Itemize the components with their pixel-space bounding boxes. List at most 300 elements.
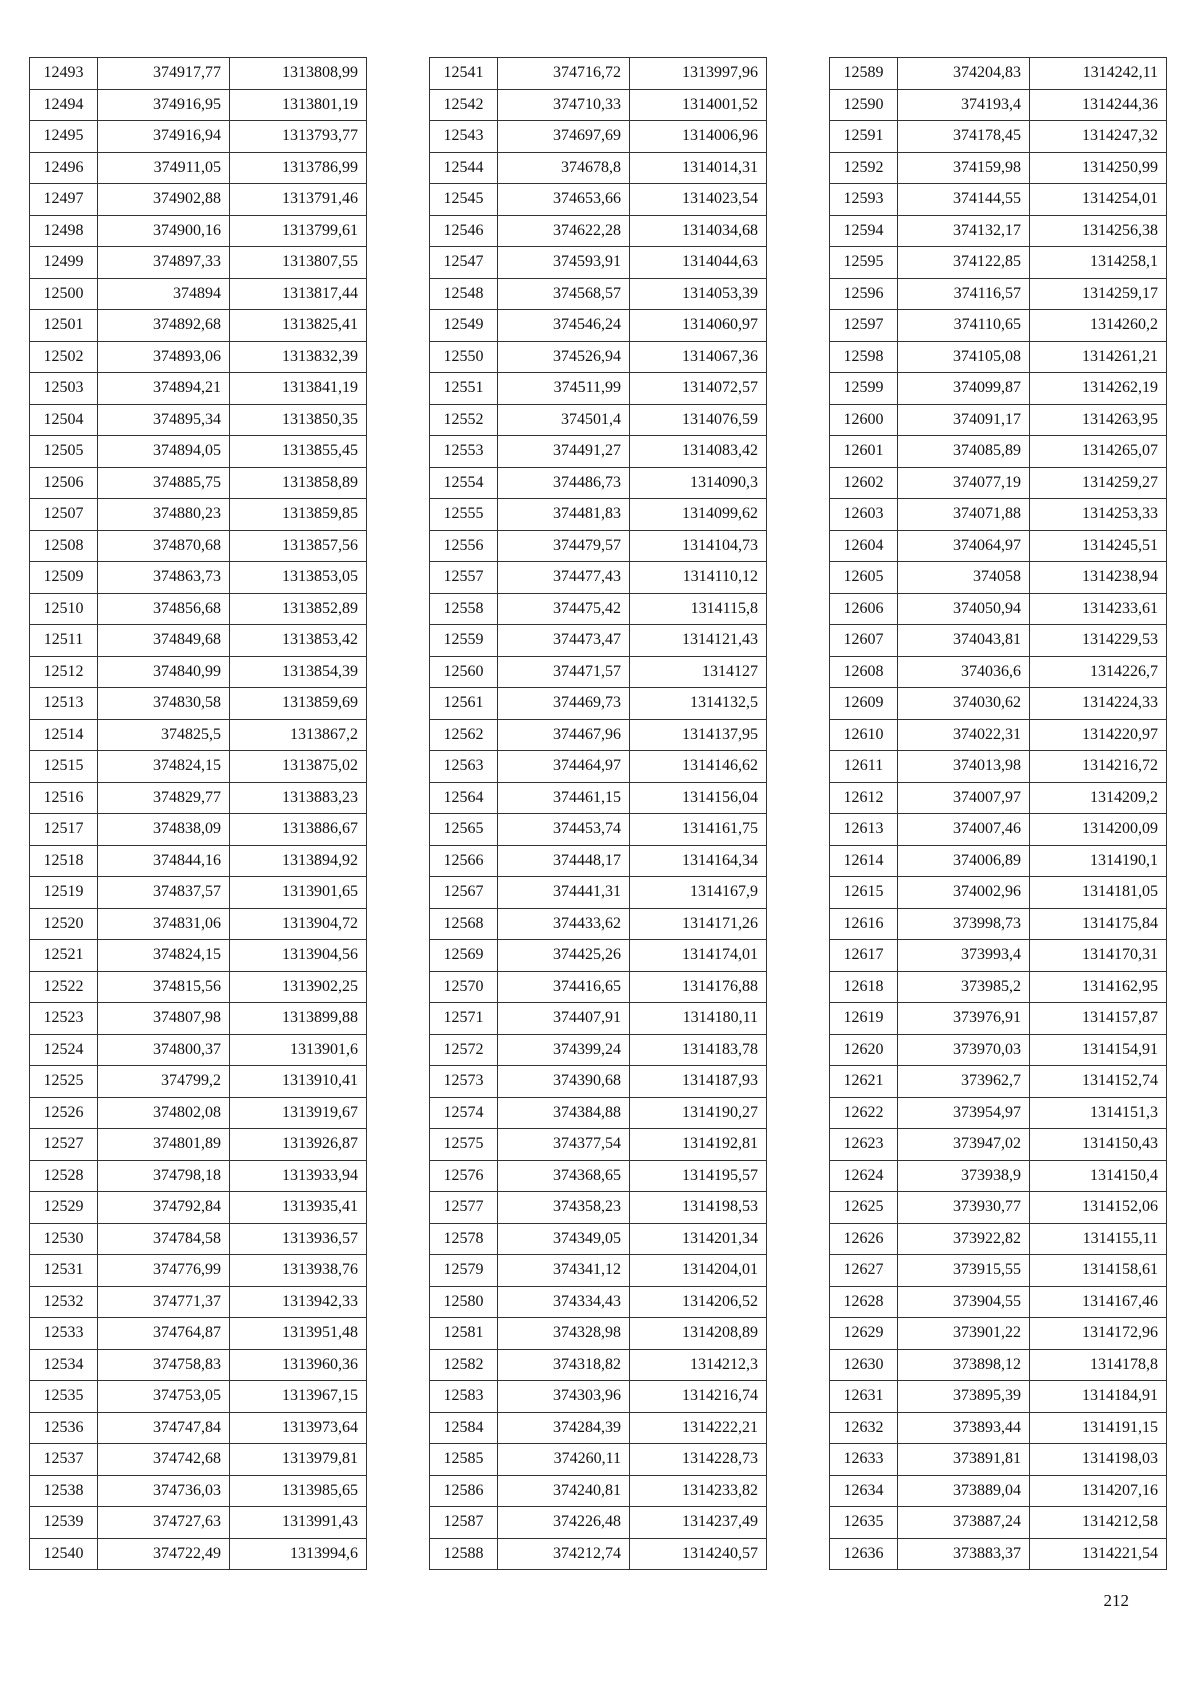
point-number-cell: 12558 bbox=[430, 593, 498, 625]
point-number-cell: 12495 bbox=[30, 121, 98, 153]
point-number-cell: 12537 bbox=[30, 1444, 98, 1476]
x-coordinate-cell: 373947,02 bbox=[898, 1129, 1030, 1161]
table-row bbox=[30, 562, 367, 594]
table-row bbox=[430, 1034, 767, 1066]
point-number-cell: 12533 bbox=[30, 1318, 98, 1350]
y-coordinate-cell: 1314132,5 bbox=[630, 688, 767, 720]
x-coordinate-cell: 374467,96 bbox=[498, 719, 630, 751]
x-coordinate-cell: 374894,05 bbox=[98, 436, 230, 468]
table-row bbox=[30, 1223, 367, 1255]
table-row bbox=[30, 215, 367, 247]
table-row bbox=[30, 814, 367, 846]
y-coordinate-cell: 1314172,96 bbox=[1030, 1318, 1167, 1350]
x-coordinate-cell: 374622,28 bbox=[498, 215, 630, 247]
x-coordinate-cell: 373887,24 bbox=[898, 1507, 1030, 1539]
point-number-cell: 12494 bbox=[30, 89, 98, 121]
table-row bbox=[30, 499, 367, 531]
table-row bbox=[30, 1286, 367, 1318]
y-coordinate-cell: 1314115,8 bbox=[630, 593, 767, 625]
x-coordinate-cell: 374911,05 bbox=[98, 152, 230, 184]
y-coordinate-cell: 1313799,61 bbox=[230, 215, 367, 247]
point-number-cell: 12512 bbox=[30, 656, 98, 688]
point-number-cell: 12513 bbox=[30, 688, 98, 720]
point-number-cell: 12571 bbox=[430, 1003, 498, 1035]
x-coordinate-cell: 374469,73 bbox=[498, 688, 630, 720]
table-row bbox=[30, 1507, 367, 1539]
x-coordinate-cell: 373915,55 bbox=[898, 1255, 1030, 1287]
point-number-cell: 12617 bbox=[830, 940, 898, 972]
point-number-cell: 12528 bbox=[30, 1160, 98, 1192]
table-row bbox=[830, 562, 1167, 594]
x-coordinate-cell: 374318,82 bbox=[498, 1349, 630, 1381]
y-coordinate-cell: 1314224,33 bbox=[1030, 688, 1167, 720]
y-coordinate-cell: 1314250,99 bbox=[1030, 152, 1167, 184]
y-coordinate-cell: 1313807,55 bbox=[230, 247, 367, 279]
point-number-cell: 12509 bbox=[30, 562, 98, 594]
table-row bbox=[830, 310, 1167, 342]
y-coordinate-cell: 1314209,2 bbox=[1030, 782, 1167, 814]
point-number-cell: 12544 bbox=[430, 152, 498, 184]
y-coordinate-cell: 1313901,6 bbox=[230, 1034, 367, 1066]
table-row bbox=[30, 184, 367, 216]
table-row bbox=[30, 1129, 367, 1161]
table-row bbox=[830, 656, 1167, 688]
x-coordinate-cell: 374710,33 bbox=[498, 89, 630, 121]
y-coordinate-cell: 1314178,8 bbox=[1030, 1349, 1167, 1381]
y-coordinate-cell: 1313894,92 bbox=[230, 845, 367, 877]
table-row bbox=[30, 341, 367, 373]
y-coordinate-cell: 1313808,99 bbox=[230, 58, 367, 90]
page-number: 212 bbox=[1103, 1591, 1129, 1610]
table-row bbox=[30, 688, 367, 720]
x-coordinate-cell: 374077,19 bbox=[898, 467, 1030, 499]
point-number-cell: 12622 bbox=[830, 1097, 898, 1129]
y-coordinate-cell: 1314212,58 bbox=[1030, 1507, 1167, 1539]
table-row bbox=[830, 1129, 1167, 1161]
point-number-cell: 12605 bbox=[830, 562, 898, 594]
table-row bbox=[830, 1507, 1167, 1539]
y-coordinate-cell: 1313904,72 bbox=[230, 908, 367, 940]
table-row bbox=[430, 1192, 767, 1224]
point-number-cell: 12497 bbox=[30, 184, 98, 216]
x-coordinate-cell: 374837,57 bbox=[98, 877, 230, 909]
point-number-cell: 12543 bbox=[430, 121, 498, 153]
x-coordinate-cell: 374022,31 bbox=[898, 719, 1030, 751]
table-row bbox=[830, 1160, 1167, 1192]
x-coordinate-cell: 373993,4 bbox=[898, 940, 1030, 972]
point-number-cell: 12585 bbox=[430, 1444, 498, 1476]
x-coordinate-cell: 374226,48 bbox=[498, 1507, 630, 1539]
x-coordinate-cell: 374742,68 bbox=[98, 1444, 230, 1476]
x-coordinate-cell: 374722,49 bbox=[98, 1538, 230, 1570]
x-coordinate-cell: 373883,37 bbox=[898, 1538, 1030, 1570]
point-number-cell: 12506 bbox=[30, 467, 98, 499]
table-row bbox=[30, 278, 367, 310]
table-row bbox=[30, 1475, 367, 1507]
y-coordinate-cell: 1314006,96 bbox=[630, 121, 767, 153]
x-coordinate-cell: 374481,83 bbox=[498, 499, 630, 531]
y-coordinate-cell: 1314110,12 bbox=[630, 562, 767, 594]
y-coordinate-cell: 1314190,1 bbox=[1030, 845, 1167, 877]
x-coordinate-cell: 374453,74 bbox=[498, 814, 630, 846]
y-coordinate-cell: 1314067,36 bbox=[630, 341, 767, 373]
point-number-cell: 12545 bbox=[430, 184, 498, 216]
x-coordinate-cell: 374441,31 bbox=[498, 877, 630, 909]
y-coordinate-cell: 1313994,6 bbox=[230, 1538, 367, 1570]
y-coordinate-cell: 1314180,11 bbox=[630, 1003, 767, 1035]
x-coordinate-cell: 374776,99 bbox=[98, 1255, 230, 1287]
y-coordinate-cell: 1314053,39 bbox=[630, 278, 767, 310]
point-number-cell: 12530 bbox=[30, 1223, 98, 1255]
x-coordinate-cell: 373985,2 bbox=[898, 971, 1030, 1003]
x-coordinate-cell: 374799,2 bbox=[98, 1066, 230, 1098]
point-number-cell: 12523 bbox=[30, 1003, 98, 1035]
table-row bbox=[430, 278, 767, 310]
table-row bbox=[830, 1381, 1167, 1413]
table-row bbox=[430, 1223, 767, 1255]
table-row bbox=[30, 1160, 367, 1192]
point-number-cell: 12551 bbox=[430, 373, 498, 405]
table-row bbox=[430, 184, 767, 216]
point-number-cell: 12581 bbox=[430, 1318, 498, 1350]
point-number-cell: 12631 bbox=[830, 1381, 898, 1413]
x-coordinate-cell: 374178,45 bbox=[898, 121, 1030, 153]
table-row bbox=[830, 971, 1167, 1003]
y-coordinate-cell: 1314162,95 bbox=[1030, 971, 1167, 1003]
x-coordinate-cell: 374815,56 bbox=[98, 971, 230, 1003]
point-number-cell: 12505 bbox=[30, 436, 98, 468]
y-coordinate-cell: 1313852,89 bbox=[230, 593, 367, 625]
x-coordinate-cell: 374159,98 bbox=[898, 152, 1030, 184]
y-coordinate-cell: 1314254,01 bbox=[1030, 184, 1167, 216]
table-row bbox=[30, 152, 367, 184]
y-coordinate-cell: 1314198,03 bbox=[1030, 1444, 1167, 1476]
y-coordinate-cell: 1314256,38 bbox=[1030, 215, 1167, 247]
point-number-cell: 12599 bbox=[830, 373, 898, 405]
point-number-cell: 12553 bbox=[430, 436, 498, 468]
point-number-cell: 12614 bbox=[830, 845, 898, 877]
point-number-cell: 12584 bbox=[430, 1412, 498, 1444]
x-coordinate-cell: 374479,57 bbox=[498, 530, 630, 562]
point-number-cell: 12503 bbox=[30, 373, 98, 405]
table-row bbox=[430, 341, 767, 373]
point-number-cell: 12580 bbox=[430, 1286, 498, 1318]
y-coordinate-cell: 1313867,2 bbox=[230, 719, 367, 751]
point-number-cell: 12624 bbox=[830, 1160, 898, 1192]
x-coordinate-cell: 373893,44 bbox=[898, 1412, 1030, 1444]
point-number-cell: 12504 bbox=[30, 404, 98, 436]
table-row bbox=[30, 940, 367, 972]
x-coordinate-cell: 374473,47 bbox=[498, 625, 630, 657]
point-number-cell: 12499 bbox=[30, 247, 98, 279]
point-number-cell: 12519 bbox=[30, 877, 98, 909]
table-row bbox=[30, 1003, 367, 1035]
point-number-cell: 12496 bbox=[30, 152, 98, 184]
y-coordinate-cell: 1314204,01 bbox=[630, 1255, 767, 1287]
y-coordinate-cell: 1313967,15 bbox=[230, 1381, 367, 1413]
table-row bbox=[30, 121, 367, 153]
x-coordinate-cell: 373962,7 bbox=[898, 1066, 1030, 1098]
x-coordinate-cell: 374058 bbox=[898, 562, 1030, 594]
table-row bbox=[430, 1412, 767, 1444]
table-row bbox=[430, 404, 767, 436]
table-row bbox=[430, 562, 767, 594]
y-coordinate-cell: 1314263,95 bbox=[1030, 404, 1167, 436]
table-row bbox=[430, 814, 767, 846]
table-row bbox=[30, 908, 367, 940]
table-row bbox=[830, 719, 1167, 751]
point-number-cell: 12563 bbox=[430, 751, 498, 783]
table-row bbox=[430, 1349, 767, 1381]
point-number-cell: 12570 bbox=[430, 971, 498, 1003]
y-coordinate-cell: 1314261,21 bbox=[1030, 341, 1167, 373]
point-number-cell: 12508 bbox=[30, 530, 98, 562]
point-number-cell: 12590 bbox=[830, 89, 898, 121]
point-number-cell: 12600 bbox=[830, 404, 898, 436]
x-coordinate-cell: 374091,17 bbox=[898, 404, 1030, 436]
table-row bbox=[830, 814, 1167, 846]
table-row bbox=[830, 1444, 1167, 1476]
table-row bbox=[430, 1538, 767, 1570]
table-row bbox=[430, 58, 767, 90]
point-number-cell: 12593 bbox=[830, 184, 898, 216]
point-number-cell: 12560 bbox=[430, 656, 498, 688]
y-coordinate-cell: 1314154,91 bbox=[1030, 1034, 1167, 1066]
point-number-cell: 12529 bbox=[30, 1192, 98, 1224]
table-row bbox=[430, 877, 767, 909]
y-coordinate-cell: 1314184,91 bbox=[1030, 1381, 1167, 1413]
table-row bbox=[30, 1349, 367, 1381]
x-coordinate-cell: 374747,84 bbox=[98, 1412, 230, 1444]
x-coordinate-cell: 374727,63 bbox=[98, 1507, 230, 1539]
table-row bbox=[430, 1507, 767, 1539]
table-row bbox=[830, 1003, 1167, 1035]
table-row bbox=[430, 1444, 767, 1476]
point-number-cell: 12591 bbox=[830, 121, 898, 153]
y-coordinate-cell: 1314171,26 bbox=[630, 908, 767, 940]
point-number-cell: 12566 bbox=[430, 845, 498, 877]
point-number-cell: 12527 bbox=[30, 1129, 98, 1161]
x-coordinate-cell: 374501,4 bbox=[498, 404, 630, 436]
x-coordinate-cell: 374464,97 bbox=[498, 751, 630, 783]
y-coordinate-cell: 1313853,05 bbox=[230, 562, 367, 594]
x-coordinate-cell: 374193,4 bbox=[898, 89, 1030, 121]
point-number-cell: 12546 bbox=[430, 215, 498, 247]
x-coordinate-cell: 374204,83 bbox=[898, 58, 1030, 90]
table-row bbox=[430, 436, 767, 468]
y-coordinate-cell: 1314181,05 bbox=[1030, 877, 1167, 909]
x-coordinate-cell: 373938,9 bbox=[898, 1160, 1030, 1192]
point-number-cell: 12567 bbox=[430, 877, 498, 909]
table-row bbox=[30, 530, 367, 562]
table-row bbox=[30, 593, 367, 625]
x-coordinate-cell: 374050,94 bbox=[898, 593, 1030, 625]
table-row bbox=[430, 1475, 767, 1507]
point-number-cell: 12575 bbox=[430, 1129, 498, 1161]
point-number-cell: 12517 bbox=[30, 814, 98, 846]
table-row bbox=[830, 1349, 1167, 1381]
table-row bbox=[830, 908, 1167, 940]
table-row bbox=[430, 656, 767, 688]
x-coordinate-cell: 374798,18 bbox=[98, 1160, 230, 1192]
x-coordinate-cell: 373895,39 bbox=[898, 1381, 1030, 1413]
table-row bbox=[830, 373, 1167, 405]
point-number-cell: 12582 bbox=[430, 1349, 498, 1381]
table-row bbox=[430, 1160, 767, 1192]
x-coordinate-cell: 374486,73 bbox=[498, 467, 630, 499]
y-coordinate-cell: 1313951,48 bbox=[230, 1318, 367, 1350]
x-coordinate-cell: 374416,65 bbox=[498, 971, 630, 1003]
y-coordinate-cell: 1314167,9 bbox=[630, 877, 767, 909]
y-coordinate-cell: 1313933,94 bbox=[230, 1160, 367, 1192]
y-coordinate-cell: 1313850,35 bbox=[230, 404, 367, 436]
x-coordinate-cell: 374824,15 bbox=[98, 940, 230, 972]
point-number-cell: 12573 bbox=[430, 1066, 498, 1098]
x-coordinate-cell: 374870,68 bbox=[98, 530, 230, 562]
table-row bbox=[830, 1538, 1167, 1570]
table-row bbox=[430, 1318, 767, 1350]
x-coordinate-cell: 374856,68 bbox=[98, 593, 230, 625]
table-row bbox=[830, 782, 1167, 814]
x-coordinate-cell: 374916,94 bbox=[98, 121, 230, 153]
table-row bbox=[830, 1223, 1167, 1255]
table-row bbox=[430, 152, 767, 184]
y-coordinate-cell: 1313855,45 bbox=[230, 436, 367, 468]
y-coordinate-cell: 1314212,3 bbox=[630, 1349, 767, 1381]
x-coordinate-cell: 374825,5 bbox=[98, 719, 230, 751]
table-row bbox=[430, 310, 767, 342]
point-number-cell: 12539 bbox=[30, 1507, 98, 1539]
table-row bbox=[830, 625, 1167, 657]
x-coordinate-cell: 374830,58 bbox=[98, 688, 230, 720]
point-number-cell: 12502 bbox=[30, 341, 98, 373]
table-row bbox=[830, 877, 1167, 909]
point-number-cell: 12592 bbox=[830, 152, 898, 184]
point-number-cell: 12633 bbox=[830, 1444, 898, 1476]
point-number-cell: 12532 bbox=[30, 1286, 98, 1318]
point-number-cell: 12635 bbox=[830, 1507, 898, 1539]
table-row bbox=[830, 89, 1167, 121]
y-coordinate-cell: 1314014,31 bbox=[630, 152, 767, 184]
x-coordinate-cell: 374007,46 bbox=[898, 814, 1030, 846]
x-coordinate-cell: 374358,23 bbox=[498, 1192, 630, 1224]
point-number-cell: 12564 bbox=[430, 782, 498, 814]
table-row bbox=[30, 373, 367, 405]
y-coordinate-cell: 1314090,3 bbox=[630, 467, 767, 499]
x-coordinate-cell: 374844,16 bbox=[98, 845, 230, 877]
point-number-cell: 12634 bbox=[830, 1475, 898, 1507]
y-coordinate-cell: 1314151,3 bbox=[1030, 1097, 1167, 1129]
y-coordinate-cell: 1313910,41 bbox=[230, 1066, 367, 1098]
x-coordinate-cell: 374807,98 bbox=[98, 1003, 230, 1035]
y-coordinate-cell: 1313991,43 bbox=[230, 1507, 367, 1539]
point-number-cell: 12630 bbox=[830, 1349, 898, 1381]
point-number-cell: 12619 bbox=[830, 1003, 898, 1035]
y-coordinate-cell: 1314104,73 bbox=[630, 530, 767, 562]
table-row bbox=[830, 341, 1167, 373]
x-coordinate-cell: 374678,8 bbox=[498, 152, 630, 184]
y-coordinate-cell: 1313883,23 bbox=[230, 782, 367, 814]
x-coordinate-cell: 374764,87 bbox=[98, 1318, 230, 1350]
table-row bbox=[830, 1034, 1167, 1066]
table-row bbox=[30, 1381, 367, 1413]
y-coordinate-cell: 1314237,49 bbox=[630, 1507, 767, 1539]
point-number-cell: 12626 bbox=[830, 1223, 898, 1255]
y-coordinate-cell: 1314152,74 bbox=[1030, 1066, 1167, 1098]
x-coordinate-cell: 374893,06 bbox=[98, 341, 230, 373]
point-number-cell: 12598 bbox=[830, 341, 898, 373]
x-coordinate-cell: 374390,68 bbox=[498, 1066, 630, 1098]
y-coordinate-cell: 1314265,07 bbox=[1030, 436, 1167, 468]
y-coordinate-cell: 1313935,41 bbox=[230, 1192, 367, 1224]
y-coordinate-cell: 1314044,63 bbox=[630, 247, 767, 279]
table-row bbox=[830, 404, 1167, 436]
table-row bbox=[30, 436, 367, 468]
y-coordinate-cell: 1313825,41 bbox=[230, 310, 367, 342]
point-number-cell: 12515 bbox=[30, 751, 98, 783]
point-number-cell: 12625 bbox=[830, 1192, 898, 1224]
x-coordinate-cell: 374916,95 bbox=[98, 89, 230, 121]
table-row bbox=[430, 1381, 767, 1413]
y-coordinate-cell: 1313904,56 bbox=[230, 940, 367, 972]
x-coordinate-cell: 374260,11 bbox=[498, 1444, 630, 1476]
table-row bbox=[30, 845, 367, 877]
table-row bbox=[30, 1538, 367, 1570]
y-coordinate-cell: 1314229,53 bbox=[1030, 625, 1167, 657]
table-row bbox=[430, 467, 767, 499]
table-row bbox=[30, 751, 367, 783]
y-coordinate-cell: 1314226,7 bbox=[1030, 656, 1167, 688]
x-coordinate-cell: 373954,97 bbox=[898, 1097, 1030, 1129]
point-number-cell: 12636 bbox=[830, 1538, 898, 1570]
table-row bbox=[430, 719, 767, 751]
y-coordinate-cell: 1314164,34 bbox=[630, 845, 767, 877]
point-number-cell: 12542 bbox=[430, 89, 498, 121]
point-number-cell: 12602 bbox=[830, 467, 898, 499]
x-coordinate-cell: 374334,43 bbox=[498, 1286, 630, 1318]
table-row bbox=[430, 625, 767, 657]
table-row bbox=[30, 1034, 367, 1066]
x-coordinate-cell: 374784,58 bbox=[98, 1223, 230, 1255]
y-coordinate-cell: 1313832,39 bbox=[230, 341, 367, 373]
x-coordinate-cell: 374902,88 bbox=[98, 184, 230, 216]
y-coordinate-cell: 1313791,46 bbox=[230, 184, 367, 216]
x-coordinate-cell: 374116,57 bbox=[898, 278, 1030, 310]
point-number-cell: 12562 bbox=[430, 719, 498, 751]
point-number-cell: 12601 bbox=[830, 436, 898, 468]
point-number-cell: 12613 bbox=[830, 814, 898, 846]
table-row bbox=[430, 593, 767, 625]
point-number-cell: 12607 bbox=[830, 625, 898, 657]
point-number-cell: 12608 bbox=[830, 656, 898, 688]
x-coordinate-cell: 374002,96 bbox=[898, 877, 1030, 909]
y-coordinate-cell: 1314216,74 bbox=[630, 1381, 767, 1413]
table-row bbox=[30, 656, 367, 688]
x-coordinate-cell: 374863,73 bbox=[98, 562, 230, 594]
table-row bbox=[430, 971, 767, 1003]
point-number-cell: 12606 bbox=[830, 593, 898, 625]
x-coordinate-cell: 374716,72 bbox=[498, 58, 630, 90]
x-coordinate-cell: 374212,74 bbox=[498, 1538, 630, 1570]
x-coordinate-cell: 374064,97 bbox=[898, 530, 1030, 562]
x-coordinate-cell: 374341,12 bbox=[498, 1255, 630, 1287]
x-coordinate-cell: 374880,23 bbox=[98, 499, 230, 531]
y-coordinate-cell: 1314127 bbox=[630, 656, 767, 688]
point-number-cell: 12629 bbox=[830, 1318, 898, 1350]
x-coordinate-cell: 374697,69 bbox=[498, 121, 630, 153]
y-coordinate-cell: 1314146,62 bbox=[630, 751, 767, 783]
table-row bbox=[430, 247, 767, 279]
